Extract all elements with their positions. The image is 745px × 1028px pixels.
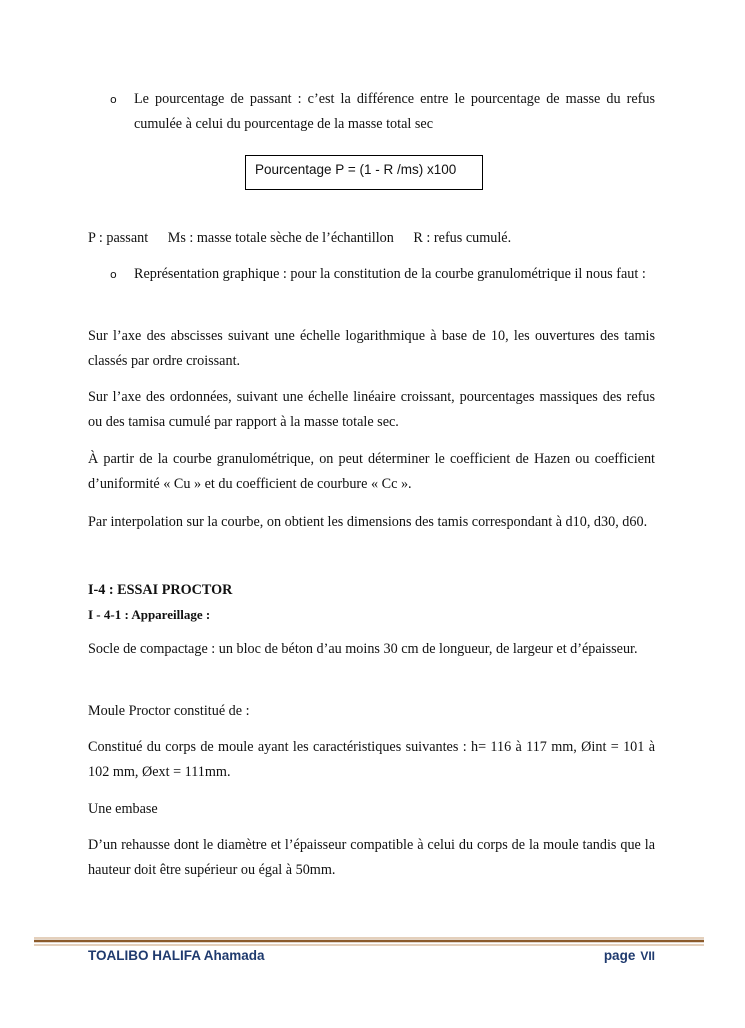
paragraph-corps: Constitué du corps de moule ayant les caractéristiques suivantes : h= 116 à 117 mm, Øint = 101 à 102 mm, Øext = 111mm.: [88, 739, 655, 780]
paragraph-courbe: À partir de la courbe granulométrique, on peut déterminer le coefficient de Hazen ou coefficient d’uniformité « Cu » et du coefficient de courbure « Cc ».: [88, 451, 655, 492]
paragraph-ordonnees: Sur l’axe des ordonnées, suivant une échelle linéaire croissant, pourcentages massiques des refus ou des tamisa cumulé par rapport à la masse totale sec.: [88, 389, 655, 430]
footer-page-number: VII: [640, 949, 655, 963]
paragraph-moule: Moule Proctor constitué de :: [88, 703, 250, 719]
paragraph-socle: Socle de compactage : un bloc de béton d’au moins 30 cm de longueur, de largeur et d’épaisseur.: [88, 641, 638, 657]
subsection-title: I - 4-1 : Appareillage :: [88, 607, 211, 622]
bullet-representation-text: Représentation graphique : pour la constitution de la courbe granulométrique il nous faut :: [134, 266, 646, 282]
legend-p: P : passant: [88, 230, 149, 246]
paragraph-embase: Une embase: [88, 801, 158, 817]
legend-ms: Ms : masse totale sèche de l’échantillon: [167, 230, 394, 246]
footer-rule: [34, 936, 704, 948]
footer-author: TOALIBO HALIFA Ahamada: [88, 948, 265, 963]
paragraph-abscisses: Sur l’axe des abscisses suivant une échelle logarithmique à base de 10, les ouvertures des tamis classés par ordre croissant.: [88, 328, 655, 369]
paragraph-interpolation: Par interpolation sur la courbe, on obtient les dimensions des tamis correspondant à d10, d30, d60.: [88, 514, 648, 530]
bullet-marker: o: [110, 93, 117, 106]
legend-r: R : refus cumulé.: [413, 230, 512, 246]
footer-page-label: page: [603, 948, 636, 963]
bullet-marker: o: [110, 268, 117, 281]
formula-legend: [88, 228, 527, 248]
bullet-passant-text: Le pourcentage de passant : c’est la différence entre le pourcentage de masse du refus cumulée à celui du pourcentage de la masse total sec: [134, 91, 655, 132]
footer-page: [604, 948, 655, 963]
paragraph-rehausse: D’un rehausse dont le diamètre et l’épaisseur compatible à celui du corps de la moule tandis que la hauteur doit être supérieur ou égal à 50mm.: [88, 837, 655, 878]
bullet-passant: [110, 87, 655, 137]
bullet-representation: [110, 262, 655, 287]
section-title: I-4 : ESSAI PROCTOR: [88, 582, 233, 598]
formula-box: Pourcentage P = (1 - R /ms) x100: [245, 155, 483, 190]
